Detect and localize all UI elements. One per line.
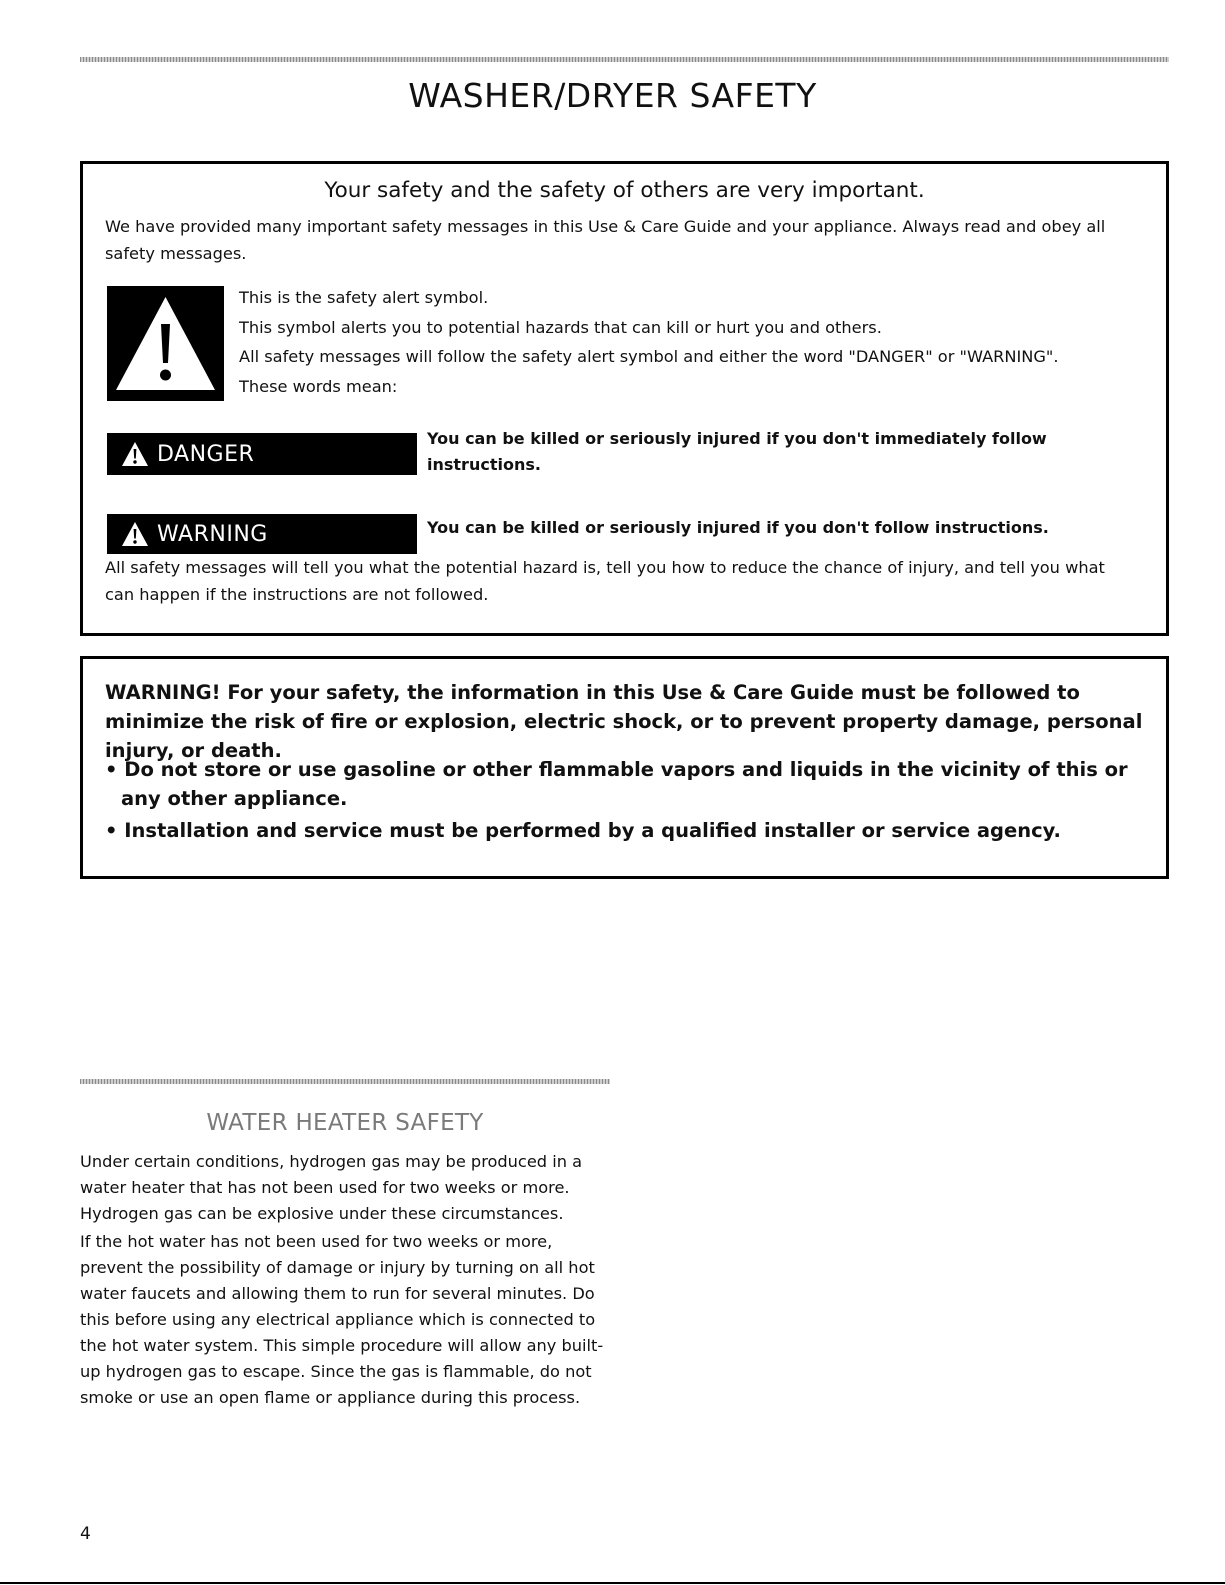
warning-meaning: You can be killed or seriously injured if you don't follow instructions. (427, 518, 1049, 537)
body-paragraph: If the hot water has not been used for two weeks or more, prevent the possibility of damage or injury by turning on all hot water faucets and allowing them to run for several minutes. Do this before using any electrical appliance which is connected to the hot water system. This simple procedure will allow any built-up hydrogen gas to escape. Since the gas is flammable, do not smoke or use an open flame or appliance during this process. (80, 1232, 604, 1407)
warning-bullet (105, 755, 1161, 813)
safety-intro-box (80, 161, 1169, 636)
bullet-dot-icon: • (105, 758, 118, 781)
alert-line: This symbol alerts you to potential hazards that can kill or hurt you and others. (239, 317, 882, 337)
danger-meaning: You can be killed or seriously injured if you don't immediately follow instructions. (427, 429, 1047, 474)
intro-paragraph: We have provided many important safety messages in this Use & Care Guide and your appliance. Always read and obey all safety messages. (105, 217, 1106, 263)
closing-paragraph: All safety messages will tell you what the potential hazard is, tell you how to reduce the chance of injury, and tell you what can happen if the instructions are not followed. (105, 558, 1105, 604)
alert-symbol-explanation (239, 283, 1159, 401)
warning-signal-label (107, 514, 417, 554)
bottom-edge-line (0, 1582, 1225, 1584)
alert-line: All safety messages will follow the safety alert symbol and either the word "DANGER" or "WARNING". (239, 347, 1059, 366)
bullet-dot-icon: • (105, 819, 118, 842)
warning-statement: WARNING! For your safety, the information in this Use & Care Guide must be followed to minimize the risk of fire or explosion, electric shock, or to prevent property damage, personal injury, or death. (105, 681, 1143, 762)
intro-heading: Your safety and the safety of others are very important. (324, 178, 925, 203)
alert-line: These words mean: (239, 376, 398, 396)
safety-alert-symbol-icon (107, 286, 224, 401)
page-number: 4 (80, 1524, 91, 1544)
page-title: WASHER/DRYER SAFETY (408, 76, 817, 115)
section-decorative-rule (80, 1079, 610, 1084)
bullet-text: Installation and service must be performed by a qualified installer or service agency. (124, 819, 1061, 842)
top-decorative-rule (80, 57, 1169, 62)
fire-warning-box (80, 656, 1169, 879)
danger-signal-label (107, 433, 417, 475)
water-heater-section (80, 1149, 620, 1413)
alert-line: This is the safety alert symbol. (239, 288, 489, 307)
warning-bullet (105, 816, 1161, 845)
danger-word: DANGER (157, 441, 255, 467)
section-title: WATER HEATER SAFETY (206, 1110, 484, 1136)
warning-word: WARNING (157, 521, 268, 547)
alert-triangle-icon (121, 441, 149, 467)
body-paragraph: Under certain conditions, hydrogen gas may be produced in a water heater that has not been used for two weeks or more. Hydrogen gas can be explosive under these circumstances. (80, 1152, 583, 1223)
alert-triangle-icon (121, 521, 149, 547)
bullet-text: Do not store or use gasoline or other flammable vapors and liquids in the vicinity of this or any other appliance. (121, 758, 1128, 810)
